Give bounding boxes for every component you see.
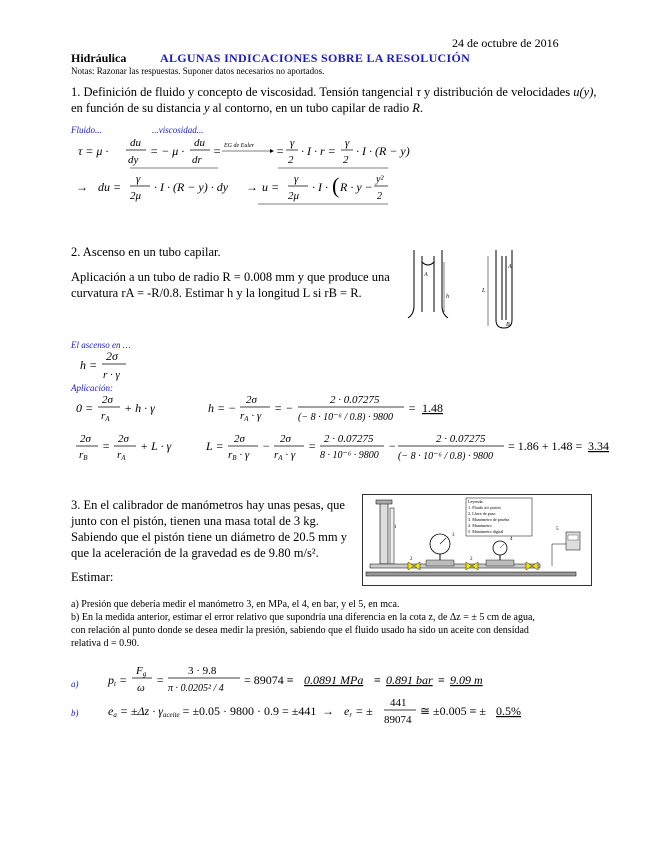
q3-part-b-text-1: b) En la medida anterior, estimar el error relativo que supondría una diferencia en la cota z, de Δz = ± 5 cm de agua, xyxy=(71,612,535,623)
result-mpa: 0.0891 MPa xyxy=(304,673,364,687)
document-title: ALGUNAS INDICACIONES SOBRE LA RESOLUCIÓN xyxy=(160,51,471,65)
result-l: 3.34 xyxy=(588,439,609,453)
svg-text:rB: rB xyxy=(79,449,88,462)
svg-text:=: = xyxy=(102,439,111,453)
svg-text:· I · (R − y) · dy: · I · (R − y) · dy xyxy=(154,180,229,194)
svg-text:= − μ ·: = − μ · xyxy=(150,144,185,158)
svg-text:= 89074 ≡: = 89074 ≡ xyxy=(244,673,294,687)
svg-text:du: du xyxy=(194,137,205,149)
q2-title: 2. Ascenso en un tubo capilar. xyxy=(71,245,221,259)
q3-line4: que la aceleración de la gravedad es de 9.80 m/s². xyxy=(71,546,319,560)
result-mca: 9.09 m xyxy=(450,673,483,687)
svg-text:ea = ±Δz · γaceite = ±0.05 · 9: ea = ±Δz · γaceite = ±0.05 · 9800 · 0.9 = ±441 xyxy=(108,704,317,719)
q1-statement-line2: en función de su distancia y al contorno, en un tubo capilar de radio R. xyxy=(71,101,423,115)
q1-equations xyxy=(70,134,410,214)
legend-item-1: 1. Fluido a/o pistón xyxy=(468,505,501,510)
result-h: 1.48 xyxy=(422,401,443,415)
svg-text:→: → xyxy=(322,704,334,718)
svg-text:u =: u = xyxy=(262,180,280,194)
svg-text:π · 0.0205² / 4: π · 0.0205² / 4 xyxy=(168,683,224,694)
svg-text:3: 3 xyxy=(452,533,455,538)
svg-text:=: = xyxy=(308,439,317,453)
q3-results-equations xyxy=(104,660,524,732)
svg-text:3 · 9.8: 3 · 9.8 xyxy=(188,665,217,677)
legend-item-2: 2. Llave de paso xyxy=(468,511,496,516)
svg-text:0 =: 0 = xyxy=(76,401,94,415)
svg-text:γ: γ xyxy=(136,173,141,185)
svg-text:2σ: 2σ xyxy=(106,349,118,363)
svg-text:y²: y² xyxy=(376,174,384,185)
legend-item-5: 5. Manómetro digital xyxy=(468,529,504,534)
capillary-tubes-figure xyxy=(400,248,540,338)
q2-h-formula xyxy=(76,348,176,382)
svg-text:· I · (R − y): · I · (R − y) xyxy=(356,144,410,158)
svg-text:γ: γ xyxy=(294,173,299,185)
svg-text:→: → xyxy=(246,180,258,194)
q2-line2: curvatura rA = -R/0.8. Estimar h y la longitud L si rB = R. xyxy=(71,286,362,300)
q3-line3: Sabiendo que el pistón tiene un diámetro de 20.5 mm y xyxy=(71,530,347,544)
svg-text:γ: γ xyxy=(290,137,295,149)
svg-text:=: = xyxy=(213,144,222,158)
svg-text:2: 2 xyxy=(288,154,294,166)
svg-text:≅ ±0.005 ≡ ±: ≅ ±0.005 ≡ ± xyxy=(420,704,486,718)
q3-part-b-text-2: con relación al punto donde se desea medir la presión, sabiendo que el fluido usado ha sido un aceite con densidad xyxy=(71,625,529,636)
svg-text:+ L · γ: + L · γ xyxy=(140,439,172,453)
label-part-a: a) xyxy=(71,679,79,689)
svg-text:rA: rA xyxy=(101,410,110,423)
label-fluido: Fluido... xyxy=(71,125,102,135)
svg-text:er = ±: er = ± xyxy=(344,704,373,719)
svg-text:≡: ≡ xyxy=(438,673,445,687)
svg-text:(− 8 · 10⁻⁶ / 0.8) · 9800: (− 8 · 10⁻⁶ / 0.8) · 9800 xyxy=(298,412,393,423)
q3-part-b-text-3: relativa d = 0.90. xyxy=(71,638,140,649)
svg-text:· I ·: · I · xyxy=(312,180,328,194)
svg-text:r · γ: r · γ xyxy=(103,369,120,381)
q3-line1: 3. En el calibrador de manómetros hay unas pesas, que xyxy=(71,498,345,512)
svg-text:→: → xyxy=(76,180,88,194)
q2-line1: Aplicación a un tubo de radio R = 0.008 mm y que produce una xyxy=(71,270,390,284)
legend-title: Leyenda: xyxy=(468,499,484,504)
svg-text:τ = μ ·: τ = μ · xyxy=(78,144,109,158)
svg-text:2σ: 2σ xyxy=(80,433,91,445)
svg-text:2 · 0.07275: 2 · 0.07275 xyxy=(330,394,380,406)
svg-text:=: = xyxy=(276,144,285,158)
svg-text:rA · γ: rA · γ xyxy=(274,449,296,462)
svg-text:(: ( xyxy=(332,173,340,198)
document-notes: Notas: Razonar las respuestas. Suponer datos necesarios no aportados. xyxy=(71,66,325,76)
svg-text:pt =: pt = xyxy=(108,673,128,688)
ec-euler-label: EG de Euler xyxy=(224,143,254,149)
svg-text:+ h · γ: + h · γ xyxy=(124,401,155,415)
manometer-calibrator-figure xyxy=(362,494,592,586)
result-percent: 0.5% xyxy=(496,704,521,718)
svg-text:du =: du = xyxy=(98,180,122,194)
svg-text:L =: L = xyxy=(206,439,224,453)
svg-text:Fg: Fg xyxy=(136,665,147,678)
svg-text:2: 2 xyxy=(377,191,382,202)
svg-text:441: 441 xyxy=(390,697,407,709)
fig-label-a2: A xyxy=(508,264,512,270)
svg-text:R · y −: R · y − xyxy=(340,180,373,194)
svg-text:=: = xyxy=(408,401,417,415)
svg-text:≡: ≡ xyxy=(374,673,381,687)
svg-text:(− 8 · 10⁻⁶ / 0.8) · 9800: (− 8 · 10⁻⁶ / 0.8) · 9800 xyxy=(398,451,493,462)
legend-item-3: 3. Manómetro de prueba xyxy=(468,517,510,522)
label-ascenso: El ascenso en … xyxy=(71,340,131,350)
svg-text:2σ: 2σ xyxy=(246,394,257,406)
svg-text:−: − xyxy=(388,439,397,453)
svg-text:−: − xyxy=(262,439,271,453)
svg-text:ω: ω xyxy=(137,682,145,694)
fig-label-a: A xyxy=(424,272,428,278)
q3-estimar: Estimar: xyxy=(71,570,114,584)
svg-text:=: = xyxy=(156,673,165,687)
document-date: 24 de octubre de 2016 xyxy=(452,36,559,50)
svg-text:5: 5 xyxy=(556,527,559,532)
course-name: Hidráulica xyxy=(71,51,127,65)
svg-text:dr: dr xyxy=(192,154,202,166)
svg-text:2: 2 xyxy=(343,154,349,166)
svg-text:2: 2 xyxy=(410,557,413,562)
svg-text:dy: dy xyxy=(128,154,139,166)
svg-text:2σ: 2σ xyxy=(102,394,113,406)
svg-text:du: du xyxy=(130,137,141,149)
label-viscosidad: ...viscosidad... xyxy=(152,125,204,135)
svg-text:2: 2 xyxy=(470,557,473,562)
result-bar: 0.891 bar xyxy=(386,673,433,687)
q1-statement-line1: 1. Definición de fluido y concepto de viscosidad. Tensión tangencial τ y distribución de velocidades u(y), xyxy=(71,85,597,99)
svg-text:rA · γ: rA · γ xyxy=(240,410,262,423)
svg-text:= 1.86 + 1.48 =: = 1.86 + 1.48 = xyxy=(508,439,583,453)
svg-text:2μ: 2μ xyxy=(288,190,300,202)
svg-text:γ: γ xyxy=(345,137,350,149)
svg-text:8 · 10⁻⁶ · 9800: 8 · 10⁻⁶ · 9800 xyxy=(320,450,379,461)
svg-text:= −: = − xyxy=(274,401,294,415)
label-part-b: b) xyxy=(71,708,79,718)
svg-text:2 · 0.07275: 2 · 0.07275 xyxy=(324,433,374,445)
svg-text:2σ: 2σ xyxy=(234,433,245,445)
q3-part-a-text: a) Presión que debería medir el manómetro 3, en MPa, el 4, en bar, y el 5, en mca. xyxy=(71,599,400,610)
svg-text:h = −: h = − xyxy=(208,401,237,415)
svg-text:1: 1 xyxy=(394,525,397,530)
svg-text:4: 4 xyxy=(510,537,513,542)
fig-label-b: B xyxy=(506,322,510,328)
fig-label-h: h xyxy=(446,294,449,300)
label-aplicacion: Aplicación: xyxy=(71,383,113,393)
svg-text:89074: 89074 xyxy=(384,714,412,726)
svg-text:2 · 0.07275: 2 · 0.07275 xyxy=(436,433,486,445)
svg-text:· I · r =: · I · r = xyxy=(301,144,336,158)
svg-text:h =: h = xyxy=(80,358,98,372)
svg-text:2μ: 2μ xyxy=(130,190,142,202)
q3-line2: junto con el pistón, tienen una masa total de 3 kg. xyxy=(71,514,319,528)
svg-text:rA: rA xyxy=(117,449,126,462)
q2-application-equations xyxy=(70,392,610,466)
legend-item-4: 4. Manómetro xyxy=(468,523,492,528)
svg-text:2σ: 2σ xyxy=(118,433,129,445)
svg-text:2σ: 2σ xyxy=(280,433,291,445)
fig-label-l: L xyxy=(482,288,486,294)
svg-text:rB · γ: rB · γ xyxy=(228,449,250,462)
